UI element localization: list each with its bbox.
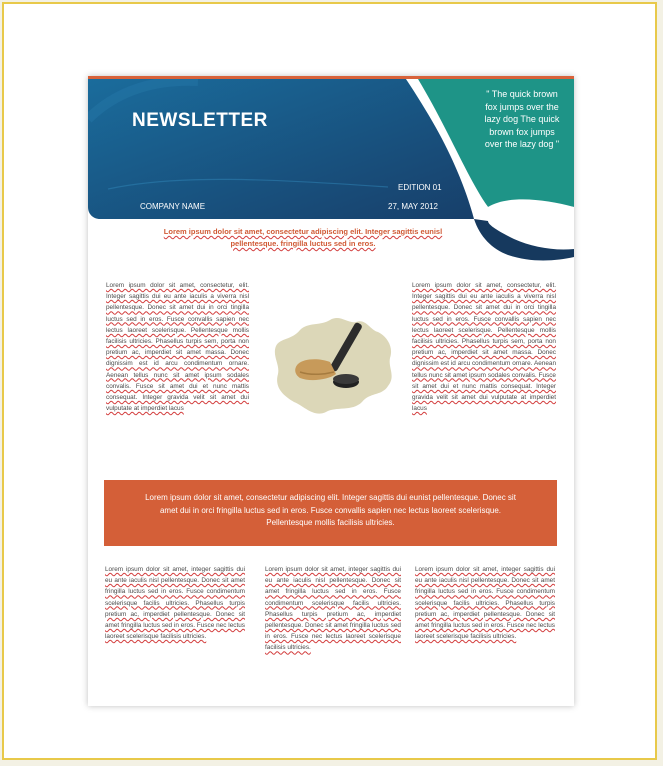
newsletter-title: NEWSLETTER — [132, 110, 268, 131]
hockey-stick-puck-icon — [270, 300, 400, 430]
bottom-column-2: Lorem ipsum dolor sit amet, integer sagittis dui eu ante iaculis nisl pellentesque. Donec sit amet fringilla luctus sed in eros. Fusce condimentum scelerisque facilis ultricies. Phasellus turpis pretium ac, imperdiet pellentesque. Donec sit amet fringilla luctus sed in eros. Fusce nec lectus laoreet scelerisque facilisis ultricies. — [265, 566, 401, 652]
blue-banner-shape — [88, 79, 474, 219]
company-name: COMPANY NAME — [140, 202, 206, 211]
highlight-text: Lorem ipsum dolor sit amet, consectetur adipiscing elit. Integer sagittis dui eunist pellentesque. Donec sit amet dui in orci fringilla luctus sed in eros. Fusce convallis sapien nec lectus laoreet scelerisque. Pellentesque mollis facilisis ultricies. — [145, 493, 516, 527]
pull-quote: " The quick brown fox jumps over the lazy dog The quick brown fox jumps over the lazy dog " — [484, 89, 560, 149]
article-column-left: Lorem ipsum dolor sit amet, consectetur, elit. Integer sagittis dui eu ante iaculis a viverra nisl pellentesque. Donec sit amet dui in orci tingilla luctus sed in eros. Fusce convallis sapien nec lectus laoreet scelerisque. Pellentesque mollis facilisis ultricies. Phasellus turpis sem, porta non pretium ac, imperdiet sit amet massa. Donec dignissim est id arcu condimentum ornare. Aenean tellus nunc sit amet ipsum sodales convalis. Fusce sit amet dui et nunc mattis consequat. Integer gravida velit sit amet dui vulputate at imperdiet lacus — [106, 282, 249, 413]
issue-date: 27, MAY 2012 — [388, 202, 438, 211]
highlight-band — [104, 480, 557, 546]
article-column-right: Lorem ipsum dolor sit amet, consectetur, elit. Integer sagittis dui eu ante iaculis a viverra nisl pellentesque. Donec sit amet dui in orci tingilla luctus sed in eros. Fusce convallis sapien nec lectus laoreet scelerisque. Pellentesque mollis facilisis ultricies. Phasellus turpis sem, porta non pretium ac, imperdiet sit amet massa. Donec dignissim est id arcu condimentum ornare. Aenean tellus nunc sit amet ipsum sodales convalis. Fusce sit amet dui et nunc mattis consequat. Integer gravida velit sit amet dui vulputate at imperdiet lacus — [412, 282, 556, 413]
navy-wave — [474, 219, 574, 261]
bottom-column-3: Lorem ipsum dolor sit amet, integer sagittis dui eu ante iaculis nisl pellentesque. Donec sit amet fringilla luctus sed in eros. Fusce condimentum scelerisque facilis ultricies. Phasellus turpis pretium ac, imperdiet pellentesque. Donec sit amet fringilla luctus sed in eros. Fusce nec lectus laoreet scelerisque facilisis ultricies. — [415, 566, 555, 641]
intro-text: Lorem ipsum dolor sit amet, consectetur adipiscing elit. Integer sagittis eunisl pellentesque. fringilla luctus sed in eros. — [163, 227, 443, 248]
newsletter-page — [88, 76, 574, 706]
edition-label: EDITION 01 — [398, 183, 442, 192]
bottom-column-1: Lorem ipsum dolor sit amet, integer sagittis dui eu ante iaculis nisl pellentesque. Donec sit amet fringilla luctus sed in eros. Fusce condimentum scelerisque facilis ultricies. Phasellus turpis pretium ac, imperdiet pellentesque. Donec sit amet fringilla luctus sed in eros. Fusce nec lectus laoreet scelerisque facilisis ultricies. — [105, 566, 245, 641]
